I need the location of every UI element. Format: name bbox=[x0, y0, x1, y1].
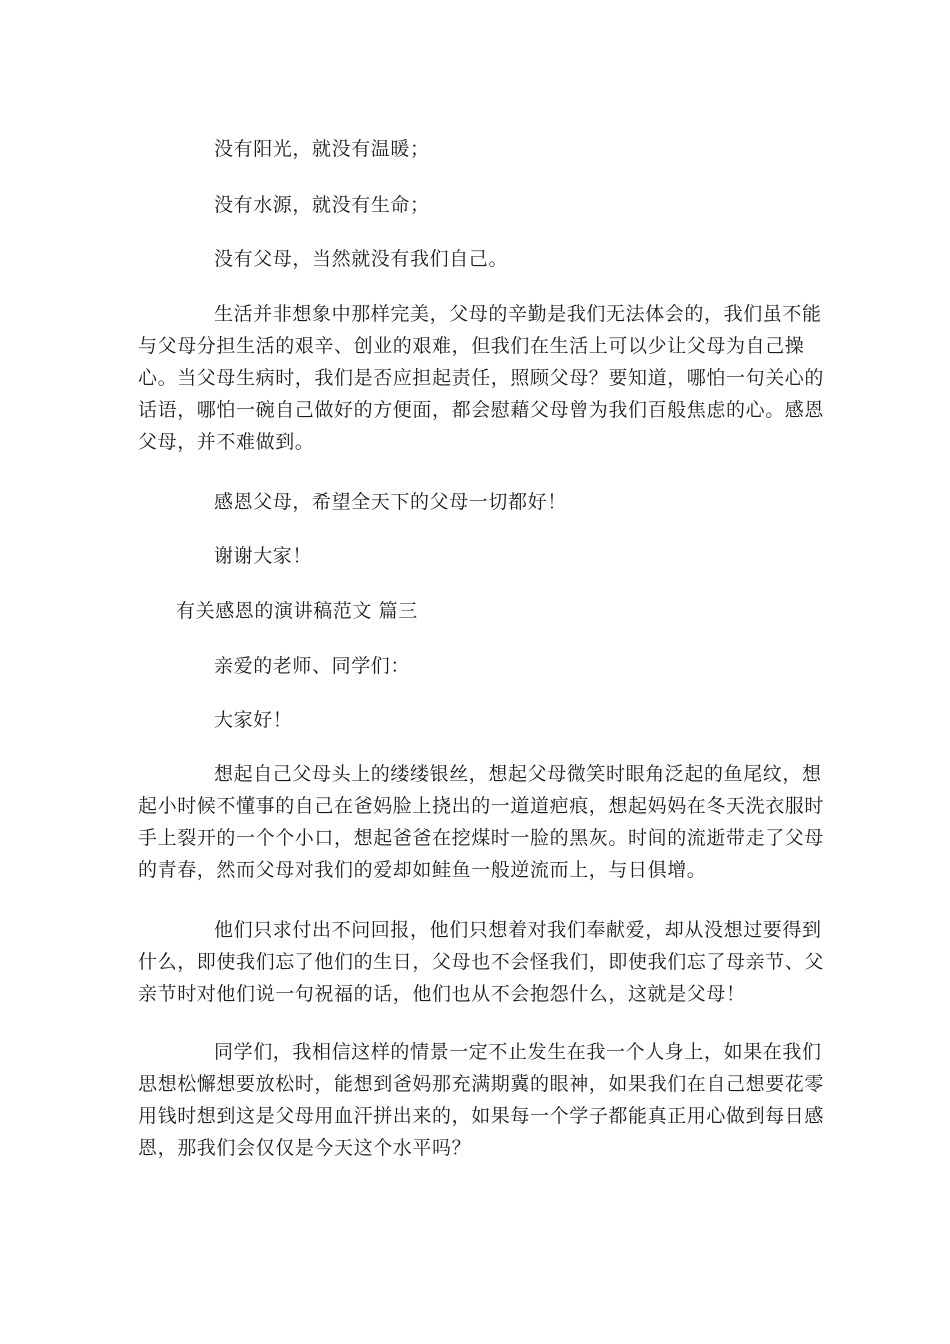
paragraph-8: 他们只求付出不问回报，他们只想着对我们奉献爱，却从没想过要得到什么，即使我们忘了他们的生日，父母也不会怪我们，即使我们忘了母亲节、父亲节时对他们说一句祝福的话，他们也从不会抱怨什么，这就是父母！ bbox=[138, 919, 825, 1005]
paragraph-6: 谢谢大家！ bbox=[214, 545, 313, 567]
paragraph-5: 感恩父母，希望全天下的父母一切都好！ bbox=[214, 491, 567, 513]
paragraph-4: 生活并非想象中那样完美，父母的辛勤是我们无法体会的，我们虽不能与父母分担生活的艰辛、创业的艰难，但我们在生活上可以少让父母为自己操心。当父母生病时，我们是否应担起责任，照顾父母？要知道，哪怕一句关心的话语，哪怕一碗自己做好的方便面，都会慰藉父母曾为我们百般焦虑的心。感恩父母，并不难做到。 bbox=[138, 303, 825, 453]
paragraph-7: 想起自己父母头上的缕缕银丝，想起父母微笑时眼角泛起的鱼尾纹，想起小时候不懂事的自己在爸妈脸上挠出的一道道疤痕，想起妈妈在冬天洗衣服时手上裂开的一个个小口，想起爸爸在挖煤时一脸的黑灰。时间的流逝带走了父母的青春，然而父母对我们的爱却如鲑鱼一般逆流而上，与日俱增。 bbox=[138, 763, 825, 881]
paragraph-1: 没有阳光，就没有温暖； bbox=[214, 138, 430, 160]
greeting: 大家好！ bbox=[214, 709, 293, 731]
paragraph-2: 没有水源，就没有生命； bbox=[214, 194, 430, 216]
section-heading: 有关感恩的演讲稿范文 篇三 bbox=[176, 600, 418, 622]
paragraph-3: 没有父母，当然就没有我们自己。 bbox=[214, 248, 509, 270]
paragraph-9: 同学们，我相信这样的情景一定不止发生在我一个人身上，如果在我们思想松懈想要放松时，能想到爸妈那充满期冀的眼神，如果我们在自己想要花零用钱时想到这是父母用血汗拼出来的，如果每一个学子都能真正用心做到每日感恩，那我们会仅仅是今天这个水平吗？ bbox=[138, 1041, 825, 1159]
salutation: 亲爱的老师、同学们： bbox=[214, 655, 411, 677]
